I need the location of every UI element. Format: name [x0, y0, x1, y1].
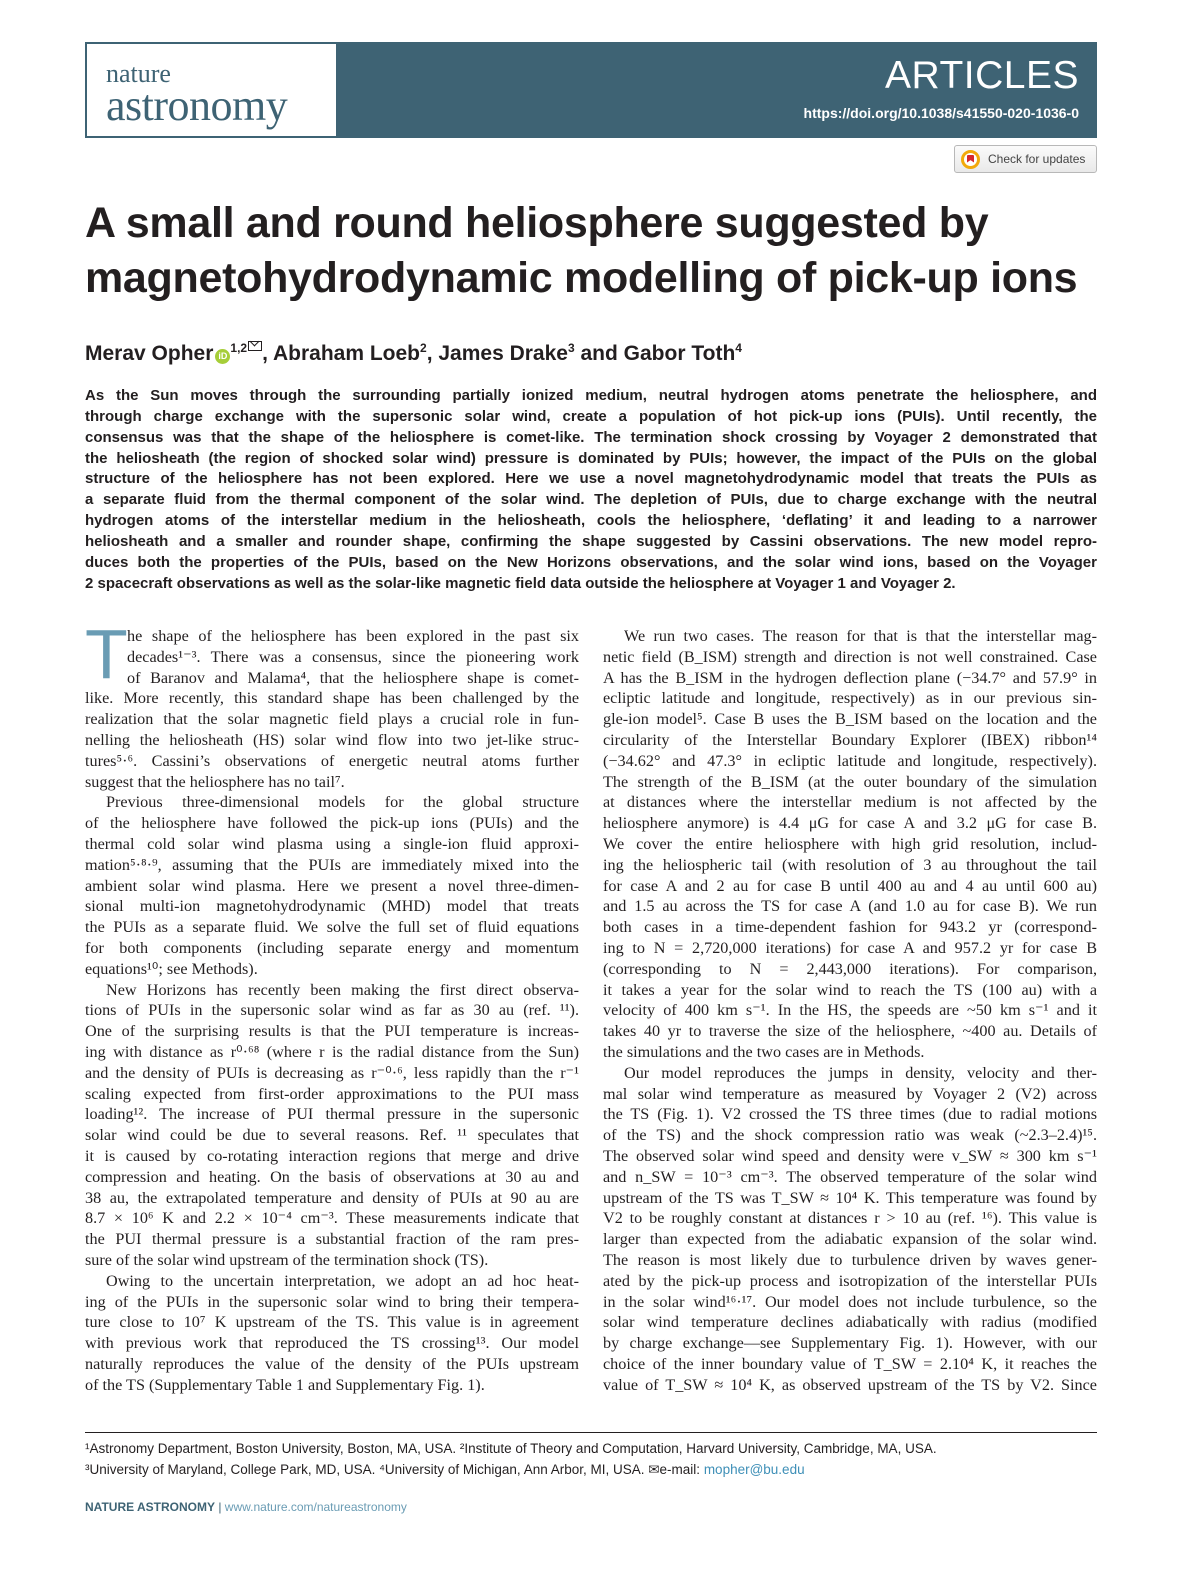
affiliations-text: ³University of Maryland, College Park, MD, USA. ⁴University of Michigan, Ann Arbor, MI, USA. ✉e-mail:	[85, 1462, 704, 1477]
abstract	[85, 386, 1097, 594]
body-line: Previous three-dimensional models for the global structure	[106, 793, 579, 812]
body-line: netic field (B_ISM) strength and direction is not well constrained. Case	[603, 647, 1097, 666]
body-line: naturally reproduces the value of the density of the PUIs upstream	[85, 1354, 579, 1373]
abstract-line: consensus was that the shape of the heliosphere is comet-like. The termination shock crossing by Voyager 2 demonstrated that	[85, 428, 1097, 446]
body-line: ing to N = 2,720,000 iterations) for case A and 957.2 yr for case B	[603, 938, 1097, 957]
body-line: ecliptic latitude and longitude, respectively) as in our previous sin-	[603, 689, 1097, 708]
abstract-line: the heliosheath (the region of shocked solar wind) pressure is dominated by PUIs; however, the impact of the PUIs on the global	[85, 449, 1097, 467]
abstract-line: duces both the properties of the PUIs, based on the New Horizons observations, and the solar wind ions, based on the Voyager	[85, 553, 1097, 571]
body-line: tions of PUIs in the supersonic solar wind as far as 30 au (ref. ¹¹).	[85, 1001, 579, 1020]
body-line: and n_SW = 10⁻³ cm⁻³. The observed temperature of the solar wind	[603, 1167, 1097, 1186]
body-line: ture close to 10⁷ K upstream of the TS. This value is in agreement	[85, 1313, 579, 1332]
footer-journal: NATURE ASTRONOMY	[85, 1500, 215, 1514]
affiliations-line	[85, 1460, 1097, 1480]
body-line: The strength of the B_ISM (at the outer boundary of the simulation	[603, 772, 1097, 791]
orcid-icon[interactable]: iD	[215, 349, 230, 364]
body-line: the PUI thermal pressure is a substantial fraction of the ram pres-	[85, 1230, 579, 1249]
body-line: larger than expected from the adiabatic expansion of the solar wind.	[603, 1230, 1097, 1249]
body-line: velocity of 400 km s⁻¹. In the HS, the speeds are ~50 km s⁻¹ and it	[603, 1001, 1097, 1020]
body-line: choice of the inner boundary value of T_SW = 2.10⁴ K, it reaches the	[603, 1354, 1097, 1373]
body-column-right	[603, 626, 1097, 1395]
body-line: ambient solar wind plasma. Here we present a novel three-dimen-	[85, 876, 579, 895]
abstract-line: structure of the heliosphere has not been explored. Here we use a novel magnetohydrodynamic model that treats the PUIs as	[85, 470, 1097, 488]
body-line: nelling the heliosheath (HS) solar wind flow into two jet-like struc-	[85, 730, 579, 749]
body-line: of the TS (Supplementary Table 1 and Supplementary Fig. 1).	[85, 1375, 485, 1394]
body-line: ing the heliospheric tail (with resolution of 3 au throughout the tail	[603, 855, 1097, 874]
body-line: ing of the PUIs in the supersonic solar wind to bring their tempera-	[85, 1292, 579, 1311]
body-line: Our model reproduces the jumps in density, velocity and ther-	[624, 1063, 1097, 1082]
affiliations-line: ¹Astronomy Department, Boston University, Boston, MA, USA. ²Institute of Theory and Computation, Harvard University, Cambridge, MA, USA.	[85, 1441, 937, 1456]
body-line: for both components (including separate energy and momentum	[85, 938, 579, 957]
abstract-line: hydrogen atoms of the interstellar medium in the heliosheath, cools the heliosphere, ‘deflating’ it and leading to a narrower	[85, 512, 1097, 530]
title-line: A small and round heliosphere suggested by	[85, 199, 989, 247]
body-line: heliosphere anymore) is 4.4 μG for case A and 3.2 μG for case B.	[603, 814, 1097, 833]
author-list	[85, 334, 742, 368]
author-name[interactable]: Gabor Toth	[623, 342, 736, 365]
body-line: gle-ion model⁵. Case B uses the B_ISM based on the location and the	[603, 710, 1097, 729]
abstract-line: heliosheath and a smaller and rounder shape, confirming the shape suggested by Cassini observations. The new model repro-	[85, 532, 1097, 550]
body-line: The reason is most likely due to turbulence driven by waves gener-	[603, 1250, 1097, 1269]
title-line: magnetohydrodynamic modelling of pick-up ions	[85, 254, 1078, 302]
body-line: of Baranov and Malama⁴, that the heliosphere shape is comet-	[127, 668, 579, 687]
body-line: it takes a year for the solar wind to reach the TS (100 au) with a	[603, 980, 1097, 999]
author-name[interactable]: Merav Opher	[85, 342, 214, 365]
body-line: sional multi-ion magnetohydrodynamic (MHD) model that treats	[85, 897, 579, 916]
author-separator: ,	[262, 342, 273, 365]
body-line: by charge exchange—see Supplementary Fig. 1). However, with our	[603, 1334, 1097, 1353]
article-title	[85, 196, 1105, 306]
body-line: The observed solar wind speed and density were v_SW ≈ 300 km s⁻¹	[603, 1146, 1097, 1165]
body-line: it is caused by co-rotating interaction regions that merge and drive	[85, 1146, 579, 1165]
body-line: compression and heating. On the basis of observations at 30 au and	[85, 1167, 579, 1186]
body-line: ated by the pick-up process and isotropization of the interstellar PUIs	[603, 1271, 1097, 1290]
section-label: ARTICLES	[884, 54, 1079, 97]
body-line: scaling expected from first-order approximations to the PUI mass	[85, 1084, 579, 1103]
body-line: mal solar wind temperature as measured by Voyager 2 (V2) across	[603, 1084, 1097, 1103]
logo-line-nature: nature	[106, 59, 171, 88]
logo-line-astronomy: astronomy	[106, 81, 288, 130]
abstract-line: a separate fluid from the thermal component of the solar wind. The depletion of PUIs, due to charge exchange with the neutral	[85, 491, 1097, 509]
body-line: mation⁵·⁸·⁹, assuming that the PUIs are immediately mixed into the	[85, 855, 579, 874]
author-affiliation: 4	[735, 341, 742, 355]
body-line: with previous work that reproduced the TS crossing¹³. Our model	[85, 1334, 579, 1353]
abstract-line: 2 spacecraft observations as well as the solar-like magnetic field data outside the heliosphere at Voyager 1 and Voyager 2.	[85, 574, 956, 592]
body-line: he shape of the heliosphere has been explored in the past six	[127, 627, 579, 645]
doi-link[interactable]: https://doi.org/10.1038/s41550-020-1036-0	[803, 105, 1079, 121]
body-line: ing with distance as r⁰·⁶⁸ (where r is the radial distance from the Sun)	[85, 1042, 579, 1061]
body-line: value of T_SW ≈ 10⁴ K, as observed upstream of the TS by V2. Since	[603, 1375, 1097, 1394]
author-affiliation: 3	[567, 341, 575, 355]
body-line: realization that the solar magnetic field plays a crucial role in fun-	[85, 710, 579, 729]
body-line: solar wind could be due to several reasons. Ref. ¹¹ speculates that	[85, 1126, 579, 1145]
footer-separator: |	[215, 1500, 225, 1514]
body-line: the PUIs as a separate fluid. We solve the full set of fluid equations	[85, 918, 579, 937]
body-line: and 1.5 au across the TS for case A (and 1.0 au for case B). We run	[603, 897, 1097, 916]
body-line: takes 40 yr to traverse the size of the heliosphere, ~400 au. Details of	[603, 1022, 1097, 1041]
body-line: 8.7 × 10⁶ K and 2.2 × 10⁻⁴ cm⁻³. These measurements indicate that	[85, 1209, 579, 1228]
body-line: 38 au, the extrapolated temperature and density of PUIs at 90 au are	[85, 1188, 579, 1207]
body-line: both cases in a time-dependent fashion for 943.2 yr (correspond-	[603, 918, 1097, 937]
author-affiliation: 1,2	[230, 341, 248, 355]
journal-header	[85, 42, 1097, 138]
body-line: circularity of the Interstellar Boundary Explorer (IBEX) ribbon¹⁴	[603, 730, 1097, 749]
body-line: New Horizons has recently been making the first direct observa-	[106, 980, 579, 999]
body-line: the simulations and the two cases are in Methods.	[603, 1042, 925, 1061]
footer-url[interactable]: www.nature.com/natureastronomy	[224, 1500, 407, 1514]
body-line: V2 to be roughly constant at distances r > 10 au (ref. ¹⁶). This value is	[603, 1209, 1097, 1228]
body-line: at distances where the interstellar medium is not affected by the	[603, 793, 1097, 812]
author-affiliation: 2	[420, 341, 427, 355]
body-line: for case A and 2 au for case B until 400 au and 4 au until 600 au)	[603, 876, 1097, 895]
footnote-divider	[85, 1432, 1097, 1433]
email-link[interactable]: mopher@bu.edu	[703, 1462, 805, 1477]
body-line: Owing to the uncertain interpretation, we adopt an ad hoc heat-	[106, 1271, 579, 1290]
author-name[interactable]: Abraham Loeb	[272, 342, 420, 365]
body-line: in the solar wind¹⁶·¹⁷. Our model does not include turbulence, so the	[603, 1292, 1097, 1311]
drop-cap: T	[85, 615, 128, 693]
body-line: A has the B_ISM in the hydrogen deflection plane (−34.7° and 57.9° in	[603, 668, 1097, 687]
body-line: upstream of the TS was T_SW ≈ 10⁴ K. This temperature was found by	[603, 1188, 1097, 1207]
check-for-updates-label: Check for updates	[988, 152, 1086, 166]
body-line: sure of the solar wind upstream of the termination shock (TS).	[85, 1250, 489, 1269]
author-separator: ,	[426, 342, 439, 365]
body-line: (corresponding to N = 2,443,000 iterations). For comparison,	[603, 959, 1097, 978]
page-footer	[85, 1500, 407, 1514]
body-line: (−34.62° and 47.3° in ecliptic latitude and longitude, respectively).	[603, 751, 1097, 770]
body-line: solar wind temperature declines adiabatically with radius (modified	[603, 1313, 1097, 1332]
abstract-line: As the Sun moves through the surrounding partially ionized medium, neutral hydrogen atoms penetrate the heliosphere, and	[85, 387, 1097, 404]
body-line: suggest that the heliosphere has no tail⁷.	[85, 772, 345, 791]
body-line: We cover the entire heliosphere with high grid resolution, includ-	[603, 834, 1097, 853]
body-line: decades¹⁻³. There was a consensus, since the pioneering work	[127, 647, 579, 666]
body-line: tures⁵·⁶. Cassini’s observations of energetic neutral atoms further	[85, 751, 579, 770]
body-line: equations¹⁰; see Methods).	[85, 959, 258, 978]
body-line: the TS (Fig. 1). V2 crossed the TS three times (due to radial motions	[603, 1105, 1097, 1124]
body-line: like. More recently, this standard shape has been challenged by the	[85, 689, 579, 708]
body-line: We run two cases. The reason for that is that the interstellar mag-	[624, 627, 1097, 645]
body-line: of the heliosphere have followed the pick-up ions (PUIs) and the	[85, 814, 579, 833]
email-icon[interactable]	[248, 341, 262, 351]
body-line: of the TS) and the shock compression ratio was weak (~2.3–2.4)¹⁵.	[603, 1126, 1097, 1145]
body-column-left	[85, 626, 579, 1395]
abstract-line: through charge exchange with the supersonic solar wind, create a population of hot pick-up ions (PUIs). Until recently, the	[85, 407, 1097, 425]
body-line: One of the surprising results is that the PUI temperature is increas-	[85, 1022, 579, 1041]
body-line: thermal cold solar wind plasma using a single-ion fluid approxi-	[85, 834, 579, 853]
crossmark-icon	[961, 150, 980, 169]
body-line: and the density of PUIs is decreasing as r⁻⁰·⁶, less rapidly than the r⁻¹	[85, 1063, 579, 1082]
author-conjunction: and	[574, 342, 624, 365]
journal-logo[interactable]	[85, 42, 338, 138]
author-name[interactable]: James Drake	[438, 342, 568, 365]
body-line: loading¹². The increase of PUI thermal pressure in the supersonic	[85, 1105, 579, 1124]
check-for-updates-button[interactable]	[954, 145, 1097, 173]
